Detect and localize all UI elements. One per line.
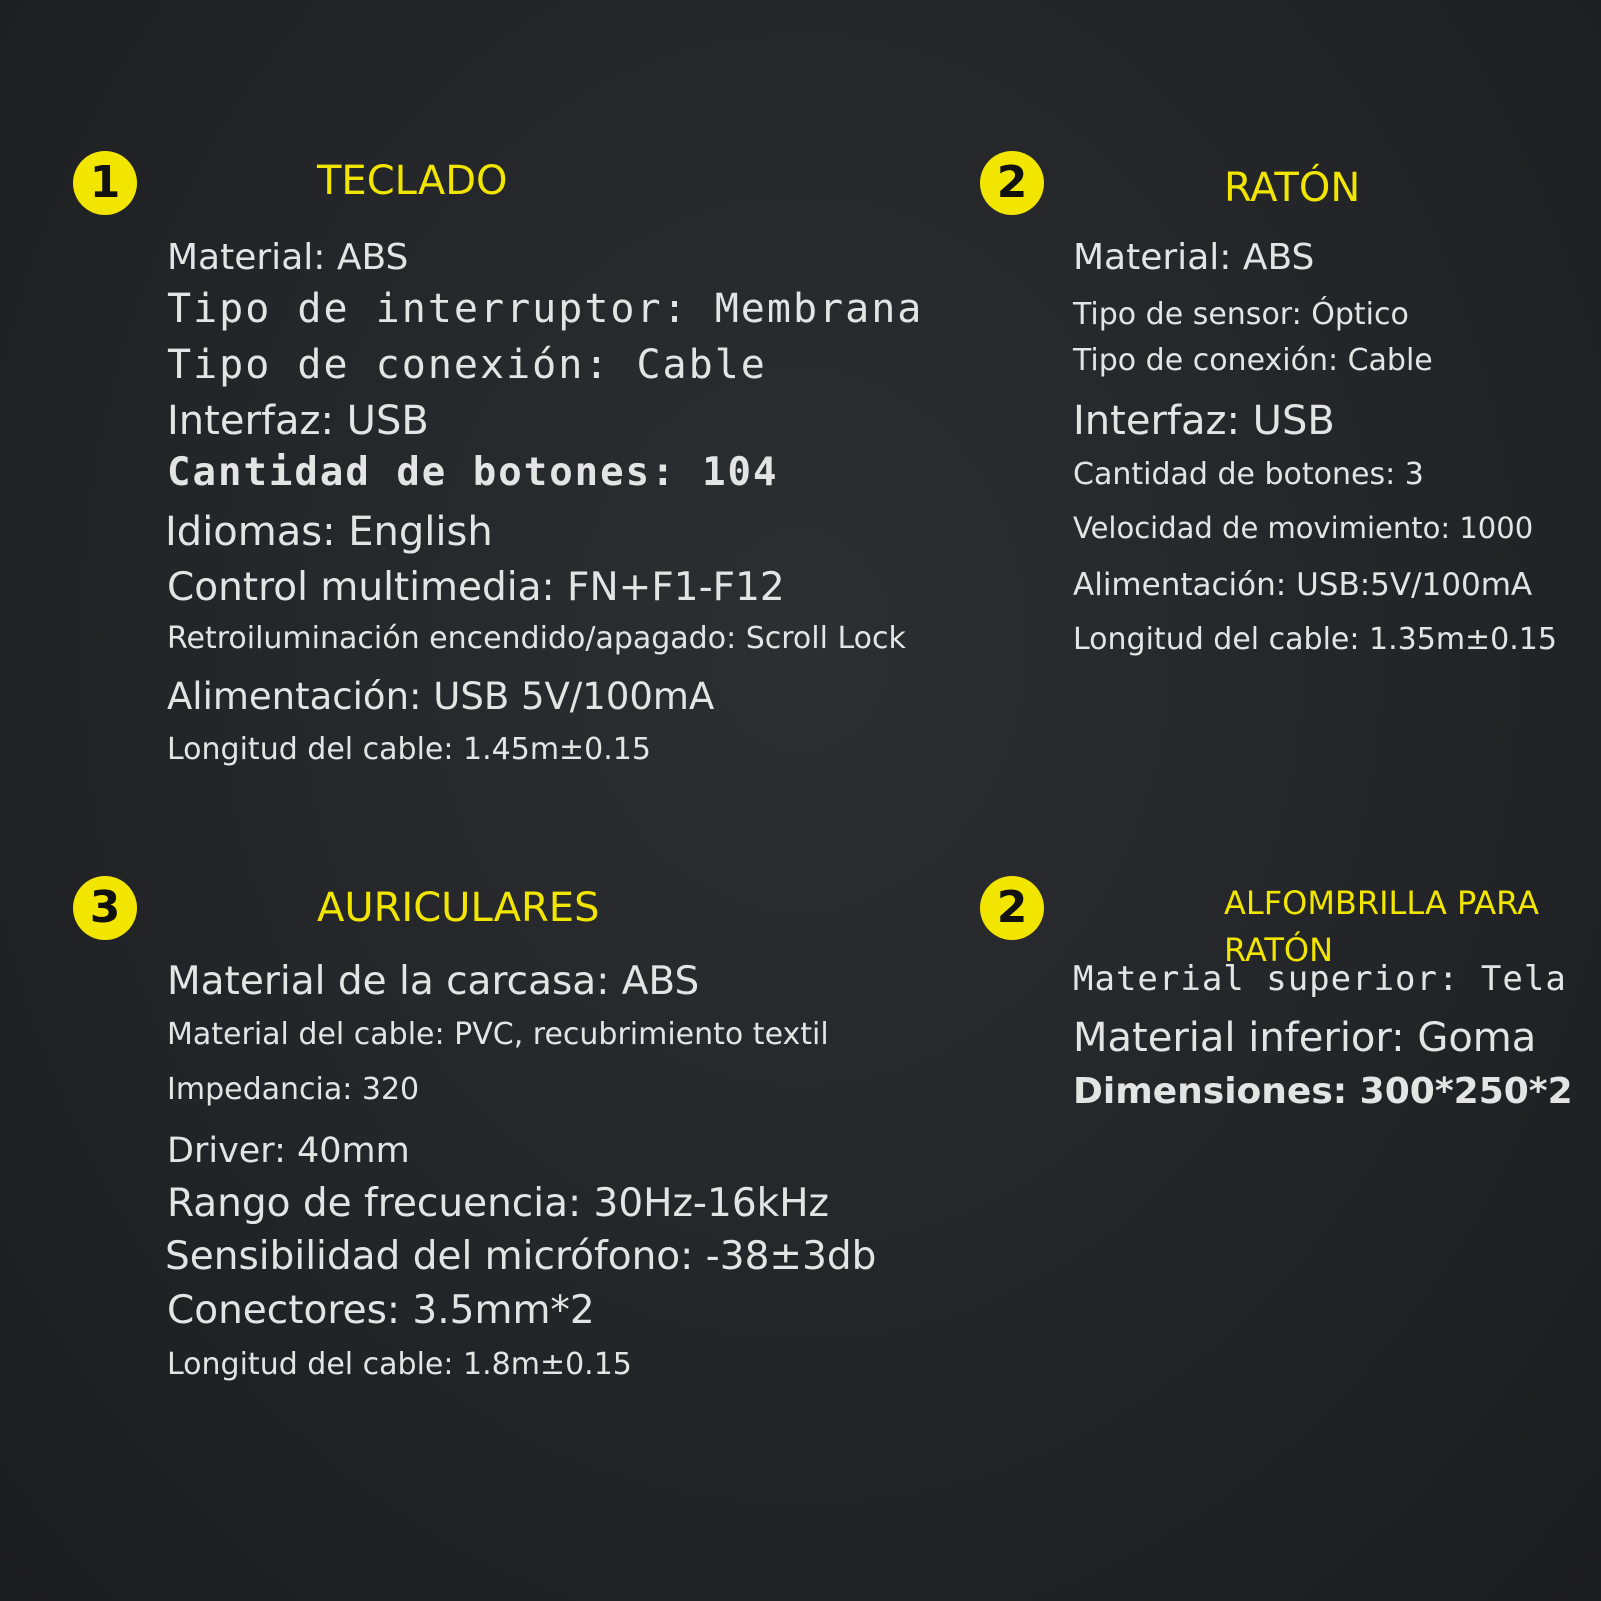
section-title-headphones: AURICULARES [317, 885, 600, 931]
spec-line: Retroiluminación encendido/apagado: Scroll Lock [167, 621, 906, 656]
spec-line: Tipo de conexión: Cable [167, 342, 767, 388]
spec-line: Velocidad de movimiento: 1000 [1073, 511, 1534, 545]
spec-line: Impedancia: 320 [167, 1072, 420, 1107]
spec-line: Interfaz: USB [167, 398, 429, 444]
spec-line: Control multimedia: FN+F1-F12 [167, 565, 785, 610]
spec-line: Material: ABS [167, 237, 409, 278]
spec-line: Alimentación: USB:5V/100mA [1073, 567, 1533, 603]
spec-line: Material de la carcasa: ABS [167, 959, 700, 1004]
spec-line: Sensibilidad del micrófono: -38±3db [165, 1234, 877, 1279]
spec-line: Driver: 40mm [167, 1131, 410, 1171]
spec-line: Dimensiones: 300*250*2 [1073, 1071, 1573, 1112]
section-number-badge: 2 [980, 151, 1044, 215]
section-title-mousepad-line2: RATÓN [1224, 931, 1334, 969]
spec-line: Cantidad de botones: 3 [1073, 457, 1424, 492]
spec-line: Idiomas: English [165, 509, 493, 555]
spec-line: Rango de frecuencia: 30Hz-16kHz [167, 1181, 830, 1226]
section-title-mouse: RATÓN [1224, 165, 1361, 211]
spec-line: Material inferior: Goma [1073, 1015, 1537, 1061]
spec-line: Cantidad de botones: 104 [167, 450, 779, 495]
spec-line: Interfaz: USB [1073, 398, 1335, 444]
spec-line: Tipo de sensor: Óptico [1073, 297, 1409, 332]
spec-line: Longitud del cable: 1.8m±0.15 [167, 1347, 632, 1382]
section-title-mousepad-line1: ALFOMBRILLA PARA [1224, 884, 1539, 922]
spec-line: Longitud del cable: 1.45m±0.15 [167, 732, 651, 767]
section-number-badge: 3 [73, 876, 137, 940]
spec-line: Material superior: Tela [1073, 959, 1567, 999]
spec-line: Conectores: 3.5mm*2 [167, 1288, 595, 1333]
spec-line: Tipo de conexión: Cable [1073, 343, 1433, 378]
section-number-badge: 1 [73, 151, 137, 215]
spec-line: Tipo de interruptor: Membrana [167, 286, 924, 332]
section-number-badge: 2 [980, 876, 1044, 940]
spec-line: Longitud del cable: 1.35m±0.15 [1073, 622, 1557, 657]
section-title-keyboard: TECLADO [317, 158, 508, 204]
spec-line: Material del cable: PVC, recubrimiento textil [167, 1017, 829, 1052]
spec-line: Alimentación: USB 5V/100mA [167, 675, 715, 718]
spec-line: Material: ABS [1073, 237, 1315, 278]
